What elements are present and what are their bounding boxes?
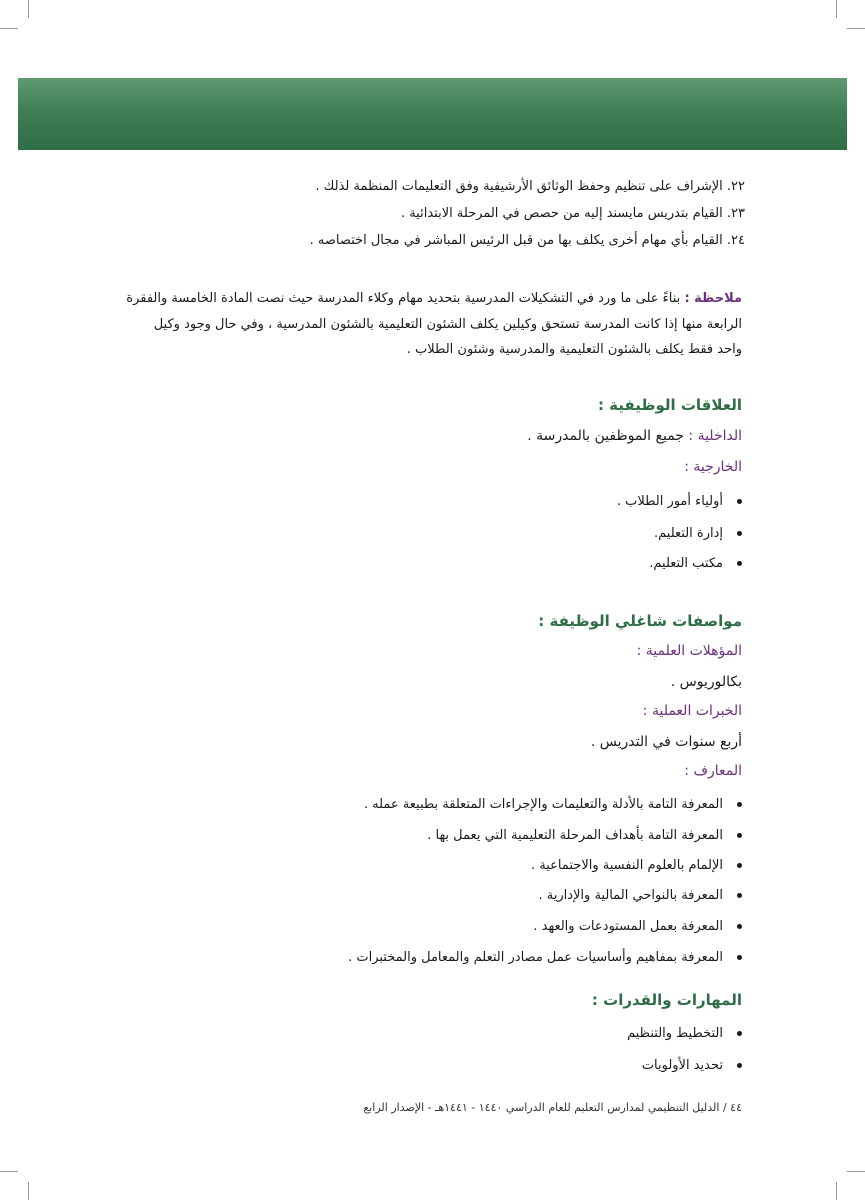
list-item-text: المعرفة التامة بالأدلة والتعليمات والإجراءات المتعلقة بطبيعة عمله . (363, 797, 723, 812)
list-item-text: أولياء أمور الطلاب . (616, 494, 723, 509)
bullet-icon (737, 924, 742, 929)
relations-heading: العلاقات الوظيفية : (597, 396, 742, 414)
list-item (538, 888, 742, 903)
bullet-icon (737, 955, 742, 960)
bullet-icon (737, 833, 742, 838)
list-item (649, 556, 742, 571)
skills-heading: المهارات والقدرات : (591, 991, 742, 1009)
note-line-2: الرابعة منها إذا كانت المدرسة تستحق وكيلين يكلف الشئون التعليمية بالشئون المدرسية ، وفي حال وجود وكيل (153, 317, 742, 332)
duty-item-23: ٢٣. القيام بتدريس مايسند إليه من حصص في المرحلة الابتدائية . (400, 206, 745, 221)
knowledge-label: المعارف : (684, 763, 742, 779)
external-label: الخارجية : (684, 459, 742, 475)
list-item (364, 797, 742, 812)
list-item-text: تحديد الأولويات (641, 1058, 723, 1073)
note-label: ملاحظة : (684, 291, 742, 306)
experience-label: الخبرات العملية : (642, 703, 742, 719)
list-item (617, 494, 742, 509)
bullet-icon (737, 531, 742, 536)
list-item-text: التخطيط والتنظيم (627, 1026, 723, 1041)
bullet-icon (737, 893, 742, 898)
list-item (533, 919, 742, 934)
bullet-icon (737, 1063, 742, 1068)
internal-label: الداخلية : (688, 428, 742, 444)
bullet-icon (737, 802, 742, 807)
list-item-text: المعرفة بعمل المستودعات والعهد . (533, 919, 723, 934)
list-item (531, 858, 742, 873)
experience-value: أربع سنوات في التدريس . (590, 734, 742, 750)
list-item-text: مكتب التعليم. (649, 556, 723, 571)
list-item (427, 828, 742, 843)
note-text: بناءً على ما ورد في التشكيلات المدرسية بتحديد مهام وكلاء المدرسة حيث نصت المادة الخامسة والفقرة (126, 291, 681, 306)
qualifications-value: بكالوريوس . (670, 674, 742, 690)
note-line-1 (126, 291, 742, 306)
bullet-icon (737, 863, 742, 868)
bullet-icon (737, 499, 742, 504)
list-item-text: المعرفة بالنواحي المالية والإدارية . (538, 888, 723, 903)
specs-heading: مواصفات شاغلي الوظيفة : (538, 612, 742, 630)
list-item (627, 1026, 742, 1041)
page-footer: ٤٤ / الدليل التنظيمي لمدارس التعليم للعام الدراسي ١٤٤٠ - ١٤٤١هـ - الإصدار الرابع (363, 1101, 742, 1114)
internal-relations (527, 428, 742, 444)
list-item-text: إدارة التعليم. (653, 526, 723, 541)
list-item-text: الإلمام بالعلوم النفسية والاجتماعية . (530, 858, 723, 873)
bullet-icon (737, 561, 742, 566)
duty-item-24: ٢٤. القيام بأي مهام أخرى يكلف بها من قبل الرئيس المباشر في مجال اختصاصه . (309, 233, 745, 248)
list-item-text: المعرفة التامة بأهداف المرحلة التعليمية التي يعمل بها . (427, 828, 723, 843)
list-item (642, 1058, 742, 1073)
note-line-3: واحد فقط يكلف بالشئون التعليمية والمدرسية وشئون الطلاب . (406, 342, 742, 357)
bullet-icon (737, 1031, 742, 1036)
list-item (654, 526, 742, 541)
qualifications-label: المؤهلات العلمية : (636, 643, 742, 659)
internal-value: جميع الموظفين بالمدرسة . (527, 428, 684, 444)
duty-item-22: ٢٢. الإشراف على تنظيم وحفظ الوثائق الأرشيفية وفق التعليمات المنظمة لذلك . (315, 179, 745, 194)
list-item (348, 950, 742, 965)
list-item-text: المعرفة بمفاهيم وأساسيات عمل مصادر التعلم والمعامل والمختبرات . (348, 950, 723, 965)
